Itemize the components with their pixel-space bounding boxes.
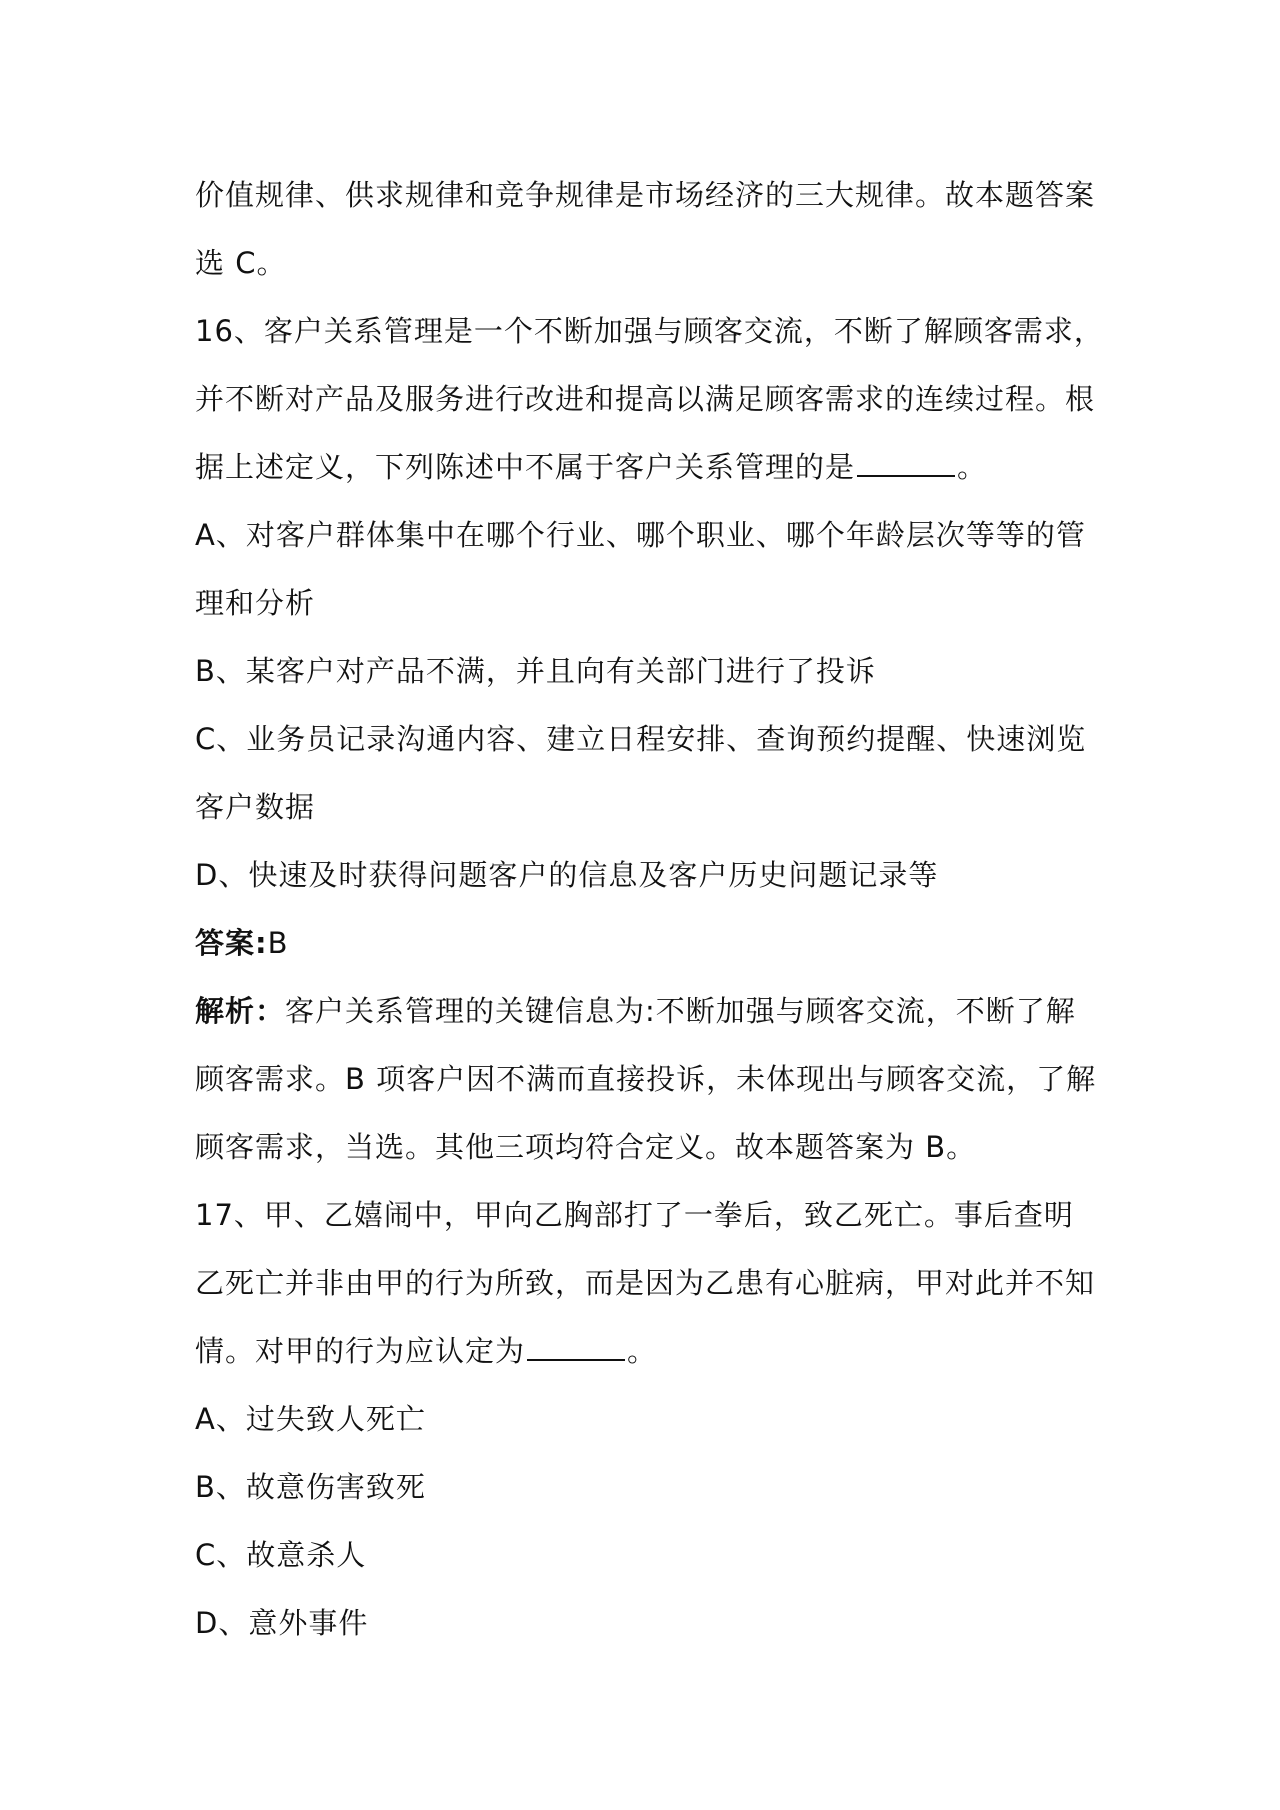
q16-answer [195, 909, 1095, 977]
q16-stem-line: 16、客户关系管理是一个不断加强与顾客交流，不断了解顾客需求， [195, 314, 1104, 348]
answer-blank [857, 449, 955, 477]
q17-option-d: D、意外事件 [195, 1606, 369, 1640]
q17-stem-line: 17、甲、乙嬉闹中，甲向乙胸部打了一拳后，致乙死亡。事后查明 [195, 1198, 1074, 1232]
q16-stem-end: 。 [957, 450, 988, 484]
q16-stem-text: 据上述定义，下列陈述中不属于客户关系管理的是 [195, 450, 856, 484]
q16-stem-line: 并不断对产品及服务进行改进和提高以满足顾客需求的连续过程。根 [195, 382, 1096, 416]
answer-blank [527, 1333, 625, 1361]
q17-stem-line: 乙死亡并非由甲的行为所致，而是因为乙患有心脏病，甲对此并不知 [195, 1266, 1096, 1300]
analysis-label: 解析： [195, 994, 286, 1028]
q16-option-b: B、某客户对产品不满，并且向有关部门进行了投诉 [195, 654, 876, 688]
q17-stem-end: 。 [627, 1334, 658, 1368]
prev-explanation-line: 选 C。 [195, 246, 287, 280]
answer-value: B [267, 926, 289, 960]
prev-explanation-line: 价值规律、供求规律和竞争规律是市场经济的三大规律。故本题答案 [195, 178, 1096, 212]
q16-option-a: A、对客户群体集中在哪个行业、哪个职业、哪个年龄层次等等的管 [195, 518, 1086, 552]
answer-label: 答案: [195, 926, 268, 960]
q16-analysis-line: 顾客需求。B 项客户因不满而直接投诉，未体现出与顾客交流，了解 [195, 1062, 1097, 1096]
q16-analysis-line: 顾客需求，当选。其他三项均符合定义。故本题答案为 B。 [195, 1130, 977, 1164]
q16-option-c: C、业务员记录沟通内容、建立日程安排、查询预约提醒、快速浏览 [195, 722, 1087, 756]
q17-option-b: B、故意伤害致死 [195, 1470, 426, 1504]
q16-option-a-cont: 理和分析 [195, 586, 316, 620]
q17-stem-text: 情。对甲的行为应认定为 [195, 1334, 526, 1368]
q16-stem-line [195, 433, 1095, 501]
q17-stem-line [195, 1317, 1095, 1385]
q16-option-d: D、快速及时获得问题客户的信息及客户历史问题记录等 [195, 858, 939, 892]
analysis-text: 客户关系管理的关键信息为:不断加强与顾客交流，不断了解 [285, 994, 1076, 1028]
document-page [195, 161, 1104, 1657]
q16-analysis-line [195, 977, 1095, 1045]
q17-option-c: C、故意杀人 [195, 1538, 367, 1572]
q16-option-c-cont: 客户数据 [195, 790, 316, 824]
q17-option-a: A、过失致人死亡 [195, 1402, 426, 1436]
